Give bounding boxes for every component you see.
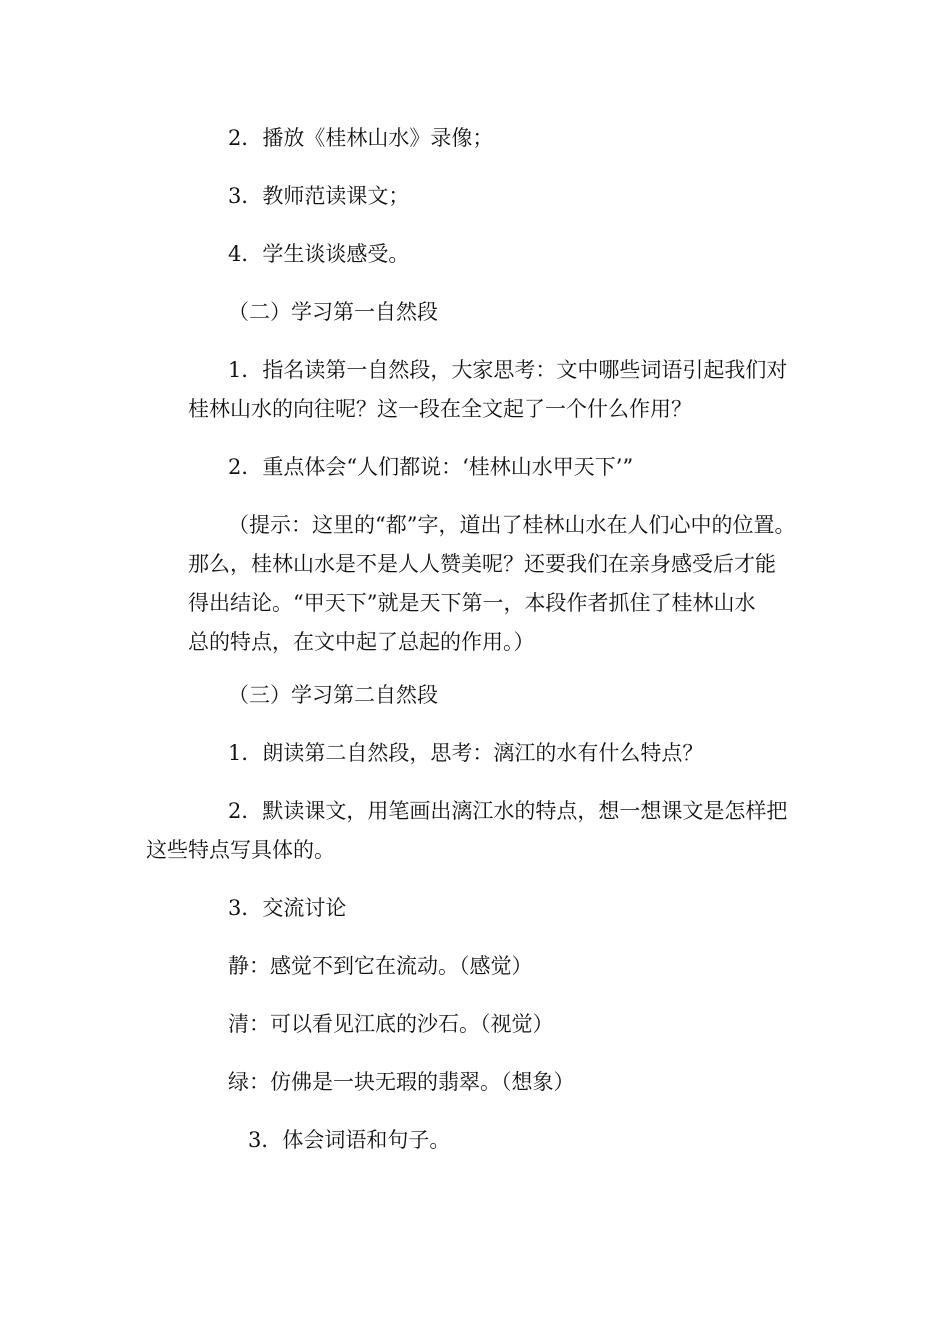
list-item-play-video: 2．播放《桂林山水》录像； <box>228 126 494 150</box>
paragraph-line: 2．默读课文，用笔画出漓江水的特点，想一想课文是怎样把 <box>228 799 788 823</box>
paragraph-item-2 <box>146 801 787 861</box>
feature-still: 静：感觉不到它在流动。（感觉） <box>228 954 533 978</box>
list-item-words-sentences: 3．体会词语和句子。 <box>248 1128 451 1152</box>
paragraph-item-1 <box>188 360 787 420</box>
paragraph-line: 这些特点写具体的。 <box>146 838 335 862</box>
section-heading-2: （二）学习第一自然段 <box>228 300 438 324</box>
section-heading-3: （三）学习第二自然段 <box>228 683 438 707</box>
paragraph-line: 桂林山水的向往呢？这一段在全文起了一个什么作用？ <box>188 397 692 421</box>
hint-paragraph <box>188 515 795 653</box>
paragraph-line: 得出结论。“甲天下”就是天下第一，本段作者抓住了桂林山水 <box>188 591 756 615</box>
list-item-discussion: 3．交流讨论 <box>228 896 347 920</box>
paragraph-line: （提示：这里的“都”字，道出了桂林山水在人们心中的位置。 <box>228 513 796 537</box>
list-item-read-aloud: 1．朗读第二自然段，思考：漓江的水有什么特点？ <box>228 741 704 765</box>
list-item-key-sentence: 2．重点体会“人们都说：‘桂林山水甲天下’” <box>228 455 634 479</box>
paragraph-line: 1．指名读第一自然段，大家思考：文中哪些词语引起我们对 <box>228 358 788 382</box>
feature-clear: 清：可以看见江底的沙石。（视觉） <box>228 1012 554 1036</box>
list-item-student-feelings: 4．学生谈谈感受。 <box>228 242 410 266</box>
list-item-teacher-reading: 3．教师范读课文； <box>228 184 410 208</box>
paragraph-line: 那么，桂林山水是不是人人赞美呢？还要我们在亲身感受后才能 <box>188 552 776 576</box>
feature-green: 绿：仿佛是一块无瑕的翡翠。（想象） <box>228 1070 575 1094</box>
paragraph-line: 总的特点，在文中起了总起的作用。） <box>188 630 535 654</box>
